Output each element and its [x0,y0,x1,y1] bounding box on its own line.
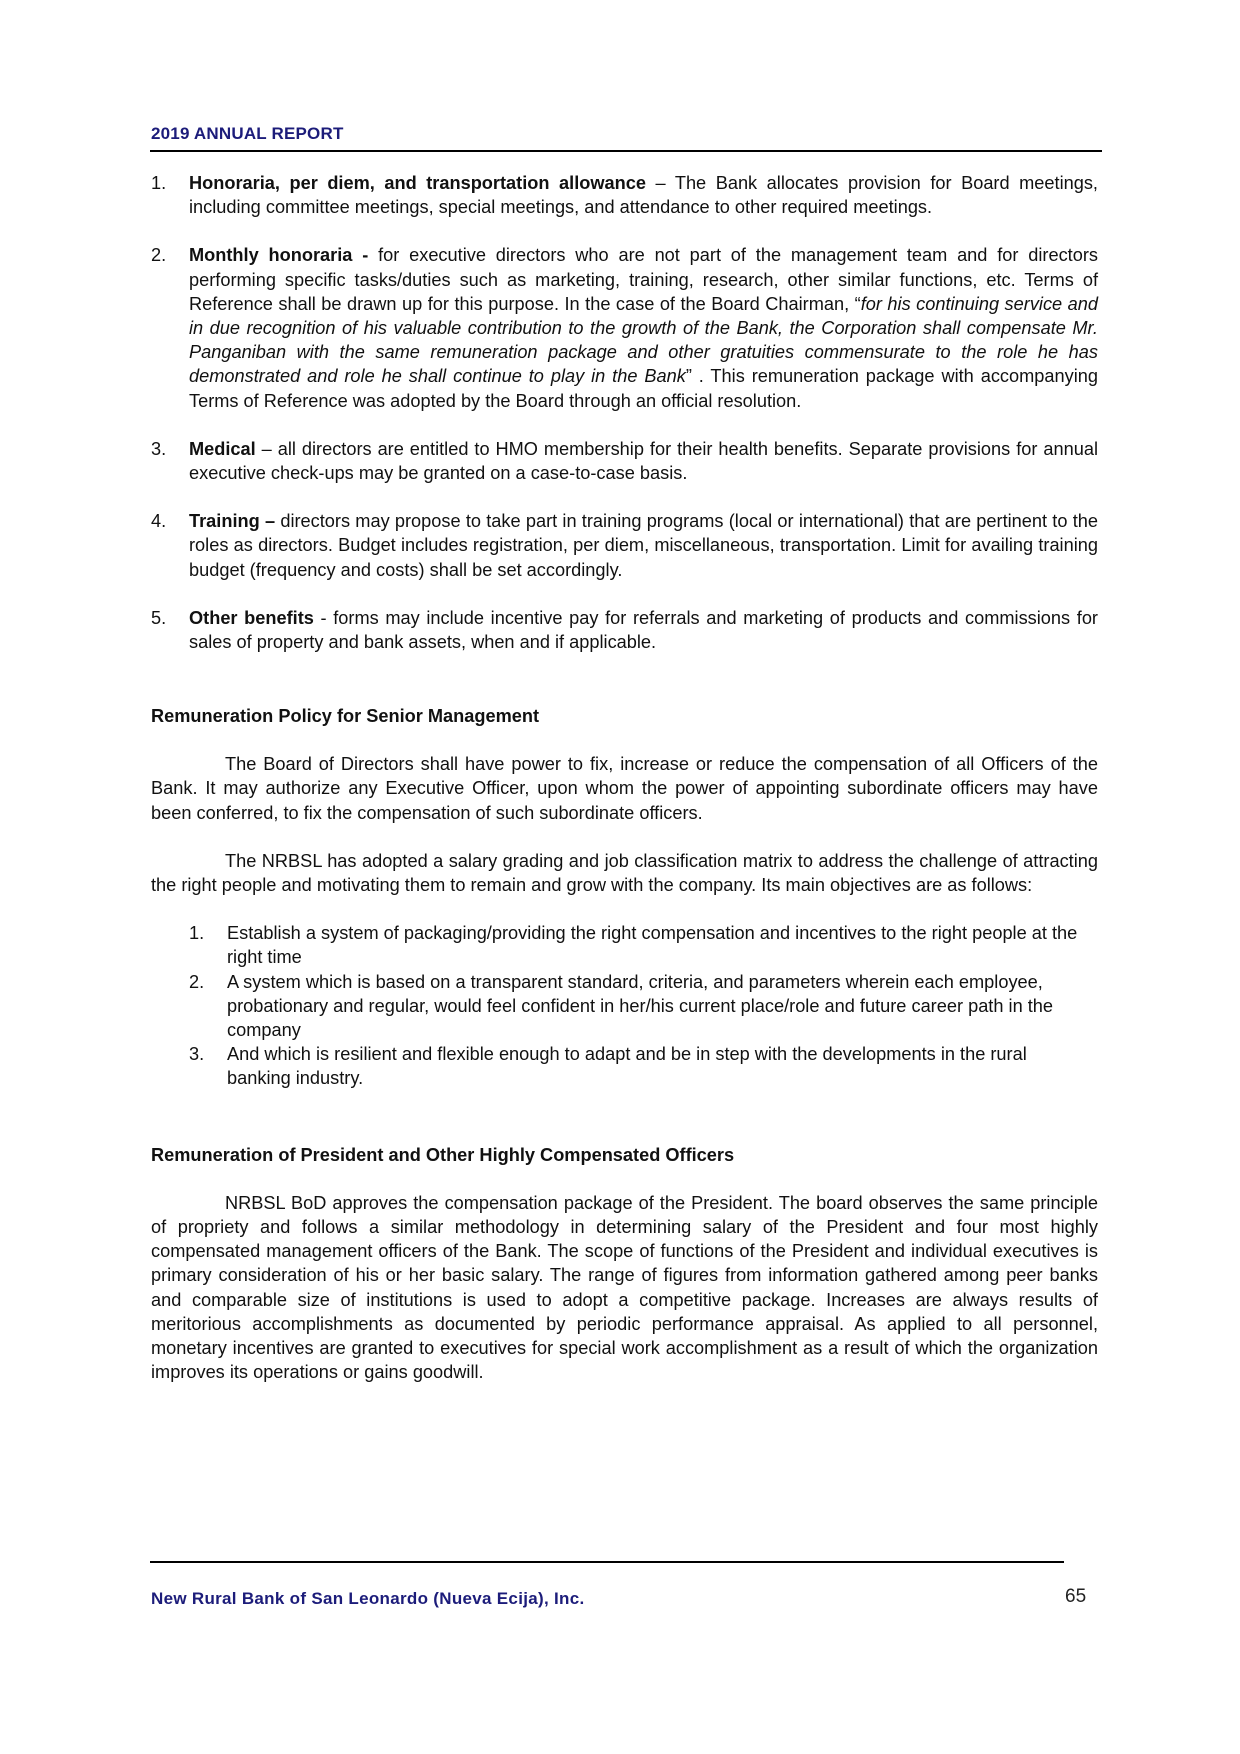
benefit-text-after: ” . This remuneration package with accompanying Terms of Reference was adopted by the Board through an official resolution. [189,366,1098,411]
section-heading-senior-management: Remuneration Policy for Senior Management [151,706,540,727]
list-number: 4. [151,511,167,532]
paragraph: The NRBSL has adopted a salary grading and job classification matrix to address the challenge of attracting the right people and motivating them to remain and grow with the company. Its main objectives are as follows: [151,850,1098,896]
header-divider [150,150,1102,152]
benefit-item [151,606,1098,654]
list-number: 3. [151,438,167,459]
benefit-title: Training – [189,511,276,532]
page-number: 65 [1065,1586,1087,1607]
list-number: 1. [151,173,167,193]
section-heading-president: Remuneration of President and Other Highly Compensated Officers [151,1144,735,1165]
objective-item [189,970,1086,1043]
benefit-item [151,171,1098,219]
objectives-list [151,921,1098,1090]
list-number: 5. [151,607,167,628]
objective-text: And which is resilient and flexible enough to adapt and be in step with the developments in the rural banking industry. [227,1044,1027,1089]
page-content [151,171,1098,1384]
benefit-item [151,509,1098,582]
paragraph: NRBSL BoD approves the compensation package of the President. The board observes the same principle of propriety and follows a similar methodology in determining salary of the President and four most highly compensated management officers of the Bank. The scope of functions of the President and individual executives is primary consideration of his or her basic salary. The range of figures from information gathered among peer banks and comparable size of institutions is used to adopt a competitive package. Increases are always results of meritorious accomplishments as documented by periodic performance appraisal. As applied to all personnel, monetary incentives are granted to executives for special work accomplishment as a result of which the organization improves its operations or gains goodwill. [151,1192,1098,1383]
list-number: 1. [189,923,205,944]
separator: – [255,438,278,459]
benefit-text: directors may propose to take part in training programs (local or international) that are pertinent to the roles as directors. Budget includes registration, per diem, miscellaneous, transportation. Limit for availing training budget (frequency and costs) shall be set accordingly. [189,511,1098,580]
list-number: 2. [189,971,205,992]
objective-text: Establish a system of packaging/providing the right compensation and incentives to the right people at the right time [227,923,1078,968]
benefit-title: Medical [189,438,256,459]
benefit-item [151,437,1098,485]
footer-bank-name: New Rural Bank of San Leonardo (Nueva Ecija), Inc. [151,1589,585,1608]
list-number: 2. [151,245,167,266]
objective-item [189,1042,1086,1090]
benefit-title: Honoraria, per diem, and transportation allowance [189,173,646,193]
separator: – [645,173,675,193]
benefit-title: Monthly honoraria - [189,245,369,266]
benefit-item [151,243,1098,412]
director-benefits-list [151,171,1098,654]
benefit-text: forms may include incentive pay for referrals and marketing of products and commissions for sales of property and bank assets, when and if applicable. [189,607,1098,653]
paragraph: The Board of Directors shall have power to fix, increase or reduce the compensation of all Officers of the Bank. It may authorize any Executive Officer, upon whom the power of appointing subordinate officers may have been conferred, to fix the compensation of such subordinate officers. [151,754,1098,823]
benefit-text: The Bank allocates provision for Board meetings, including committee meetings, special meetings, and attendance to other required meetings. [189,173,1098,218]
benefit-text: for executive directors who are not part of the management team and for directors performing specific tasks/duties such as marketing, training, research, other similar functions, etc. Terms of Reference shall be drawn up for this purpose. In the case of the Board Chairman, “ [189,245,1098,314]
list-number: 3. [189,1044,205,1065]
chairman-quote: for his continuing service and in due recognition of his valuable contribution to the growth of the Bank, the Corporation shall compensate Mr. Panganiban with the same remuneration package and other gratuities commensurate to the role he has demonstrated and role he shall continue to play in the Bank [189,293,1098,387]
objective-item [189,921,1086,969]
objective-text: A system which is based on a transparent standard, criteria, and parameters wherein each employee, probationary and regular, would feel confident in her/his current place/role and future career path in the company [227,971,1054,1041]
benefit-title: Other benefits [189,607,314,628]
benefit-text: all directors are entitled to HMO membership for their health benefits. Separate provisions for annual executive check-ups may be granted on a case-to-case basis. [189,438,1098,484]
separator: - [313,607,334,628]
separator [368,245,378,265]
footer-divider [150,1561,1064,1563]
report-header-title: 2019 ANNUAL REPORT [151,124,344,143]
